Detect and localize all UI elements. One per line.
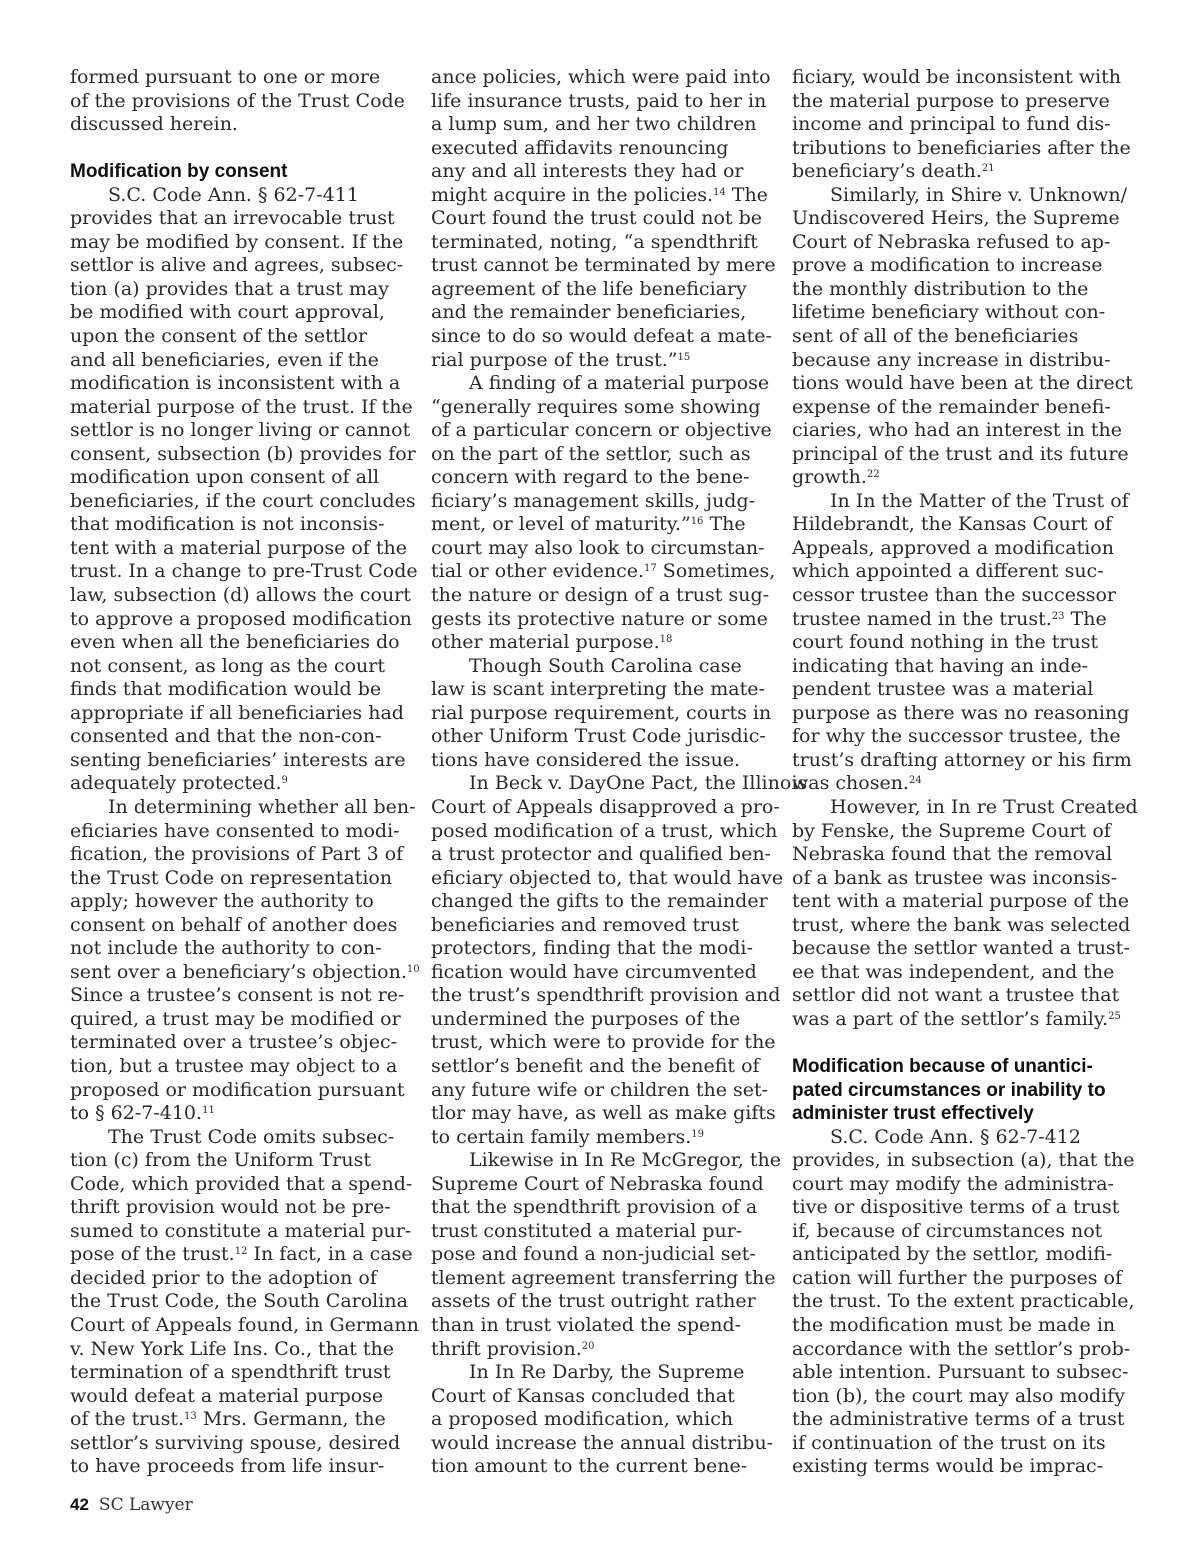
text-line: life insurance trusts, paid to her in [431, 89, 767, 112]
text-line: senting beneficiaries’ interests are [70, 748, 406, 771]
publication-name: SC Lawyer [98, 1495, 193, 1515]
text-line: would defeat a material purpose [70, 1384, 384, 1407]
text-line: if continuation of the trust on its [792, 1431, 1106, 1454]
text-line: settlor is no longer living or cannot [70, 419, 411, 442]
text-line: fication would have circumvented [431, 960, 757, 983]
text-line: a trust protector and qualified ben- [431, 843, 771, 866]
text-line: was chosen.$^{24}$ [792, 772, 922, 795]
text-line: In In the Matter of the Trust of [830, 489, 1129, 512]
text-line: of a particular concern or objective [431, 419, 772, 442]
text-line: pendent trustee was a material [792, 678, 1094, 701]
text-line: because any increase in distribu- [792, 348, 1111, 371]
footnote-ref: 13 [184, 1411, 197, 1423]
text-line: tributions to beneficiaries after the [792, 136, 1131, 159]
text-line: provides, in subsection (a), that the [792, 1149, 1135, 1172]
text-line: tent with a material purpose of the [70, 536, 407, 559]
text-column-3 [792, 66, 1138, 1479]
text-line: accordance with the settlor’s prob- [792, 1337, 1131, 1360]
text-line: Similarly, in Shire v. Unknown/ [830, 183, 1127, 206]
text-line: Court of Kansas concluded that [431, 1384, 735, 1407]
text-line: a lump sum, and her two children [431, 113, 757, 136]
text-line: ment, or level of maturity.”$^{16}$ The [431, 513, 746, 536]
footnote-ref: 25 [1108, 1010, 1121, 1022]
text-line: material purpose of the trust. If the [70, 395, 413, 418]
text-line: and all beneficiaries, even if the [70, 348, 379, 371]
footnote-ref: 14 [713, 186, 726, 198]
text-line: trust, where the bank was selected [792, 913, 1131, 936]
text-line: Likewise in In Re McGregor, the [469, 1149, 781, 1172]
text-line: on the part of the settlor, such as [431, 442, 751, 465]
text-line: not include the authority to con- [70, 937, 382, 960]
text-line: sent of all of the beneficiaries [792, 325, 1079, 348]
text-line: Appeals, approved a modification [792, 536, 1114, 559]
section-heading: Modification because of unantici- [792, 1055, 1093, 1077]
text-line: terminated over a trustee’s objec- [70, 1031, 398, 1054]
text-line: executed affidavits renouncing [431, 136, 729, 159]
text-line: tlement agreement transferring the [431, 1266, 776, 1289]
text-line: tions have considered the issue. [431, 748, 741, 771]
text-line: not consent, as long as the court [70, 654, 385, 677]
text-line: that modification is not inconsis- [70, 513, 385, 536]
text-line: law, subsection (d) allows the court [70, 584, 411, 607]
text-line: rial purpose of the trust.”$^{15}$ [431, 348, 691, 371]
text-line: eficiary objected to, that would have [431, 866, 784, 889]
footnote-ref: 22 [866, 469, 880, 481]
text-line: v. New York Life Ins. Co., that the [70, 1337, 395, 1360]
text-line: other Uniform Trust Code jurisdic- [431, 725, 766, 748]
text-line: decided prior to the adoption of [70, 1266, 377, 1289]
text-line: other material purpose.$^{18}$ [431, 631, 673, 654]
page-number: 42 [70, 1495, 89, 1514]
text-line: court found nothing in the trust [792, 631, 1099, 654]
text-line: the nature or design of a trust sug- [431, 584, 770, 607]
text-line: undermined the purposes of the [431, 1007, 741, 1030]
text-line: adequately protected.$^9$ [70, 772, 288, 795]
blank-line [792, 1031, 1132, 1055]
text-line: upon the consent of the settlor [70, 325, 368, 348]
text-line: trust’s drafting attorney or his firm [792, 748, 1132, 771]
text-line: changed the gifts to the remainder [431, 890, 768, 913]
text-line: thrift provision.$^{20}$ [431, 1337, 595, 1360]
footnote-ref: 15 [677, 351, 691, 363]
text-line: because the settlor wanted a trust- [792, 937, 1130, 960]
text-line: apply; however the authority to [70, 890, 374, 913]
text-line: trustee named in the trust.$^{23}$ The [792, 607, 1107, 630]
text-line: able intention. Pursuant to subsec- [792, 1361, 1129, 1384]
text-line: ciaries, who had an interest in the [792, 419, 1123, 442]
text-line: prove a modification to increase [792, 254, 1103, 277]
page-footer [70, 1495, 193, 1515]
text-line: beneficiaries, if the court concludes [70, 489, 416, 512]
text-line: finds that modification would be [70, 678, 382, 701]
text-line: settlor’s benefit and the benefit of [431, 1054, 760, 1077]
text-line: Nebraska found that the removal [792, 843, 1113, 866]
text-line: any future wife or children the set- [431, 1078, 769, 1101]
footnote-ref: 9 [281, 775, 288, 787]
footnote-ref: 19 [691, 1128, 704, 1140]
text-line: provides that an irrevocable trust [70, 207, 395, 230]
text-line: purpose as there was no reasoning [792, 701, 1130, 724]
text-line: consent, subsection (b) provides for [70, 442, 416, 465]
text-line: trust, which were to provide for the [431, 1031, 776, 1054]
text-line: pose of the trust.$^{12}$ In fact, in a case [70, 1243, 413, 1266]
text-line: gests its protective nature or some [431, 607, 768, 630]
text-line: thrift provision would not be pre- [70, 1196, 391, 1219]
text-line: consent on behalf of another does [70, 913, 398, 936]
text-line: protectors, finding that the modi- [431, 937, 753, 960]
text-line: may be modified by consent. If the [70, 230, 404, 253]
text-line: tion (a) provides that a trust may [70, 277, 390, 300]
text-line: and the remainder beneficiaries, [431, 301, 747, 324]
text-line: a proposed modification, which [431, 1408, 734, 1431]
text-line: “generally requires some showing [431, 395, 761, 418]
text-line: quired, a trust may be modified or [70, 1007, 401, 1030]
text-line: consented and that the non-con- [70, 725, 382, 748]
text-line: tial or other evidence.$^{17}$ Sometimes, [431, 560, 776, 583]
text-line: Code, which provided that a spend- [70, 1172, 413, 1195]
text-line: fication, the provisions of Part 3 of [70, 843, 404, 866]
text-line: Though South Carolina case [469, 654, 742, 677]
text-line: However, in In re Trust Created [830, 795, 1138, 818]
text-line: Court of Appeals disapproved a pro- [431, 795, 780, 818]
footnote-ref: 21 [981, 163, 995, 175]
text-line: to § 62-7-410.11 [70, 1102, 215, 1125]
text-line: trust constituted a material pur- [431, 1219, 743, 1242]
blank-line [70, 137, 410, 161]
text-line: termination of a spendthrift trust [70, 1361, 391, 1384]
text-line: for why the successor trustee, the [792, 725, 1121, 748]
text-line: In Beck v. DayOne Pact, the Illinois [469, 772, 808, 795]
text-line: than in trust violated the spend- [431, 1313, 742, 1336]
text-line: settlor’s surviving spouse, desired [70, 1431, 401, 1454]
text-line: growth.$^{22}$ [792, 466, 880, 489]
text-line: by Fenske, the Supreme Court of [792, 819, 1111, 842]
text-line: tlor may have, as well as make gifts [431, 1102, 776, 1125]
text-line: if, because of circumstances not [792, 1219, 1103, 1242]
text-line: lifetime beneficiary without con- [792, 301, 1106, 324]
text-line: that the spendthrift provision of a [431, 1196, 758, 1219]
text-line: cessor trustee than the successor [792, 584, 1116, 607]
text-line: Undiscovered Heirs, the Supreme [792, 207, 1120, 230]
text-line: concern with regard to the bene- [431, 466, 750, 489]
text-line: anticipated by the settlor, modifi- [792, 1243, 1113, 1266]
text-line: the Trust Code, the South Carolina [70, 1290, 408, 1313]
text-line: assets of the trust outright rather [431, 1290, 756, 1313]
text-line: beneficiaries and removed trust [431, 913, 739, 936]
text-line: settlor did not want a trustee that [792, 984, 1120, 1007]
text-line: formed pursuant to one or more [70, 66, 381, 88]
footnote-ref: 23 [1051, 610, 1065, 622]
text-line: appropriate if all beneficiaries had [70, 701, 404, 724]
text-line: court may modify the administra- [792, 1172, 1114, 1195]
text-line: cation will further the purposes of [792, 1266, 1123, 1289]
footnote-ref: 20 [581, 1340, 595, 1352]
text-line: tion (b), the court may also modify [792, 1384, 1125, 1407]
text-line: sumed to constitute a material pur- [70, 1219, 412, 1242]
text-line: tions would have been at the direct [792, 372, 1133, 395]
text-line: settlor is alive and agrees, subsec- [70, 254, 404, 277]
text-line: In determining whether all ben- [108, 795, 416, 818]
text-line: tive or dispositive terms of a trust [792, 1196, 1120, 1219]
text-line: income and principal to fund dis- [792, 113, 1111, 136]
text-line: principal of the trust and its future [792, 442, 1129, 465]
section-heading: administer trust effectively [792, 1103, 1034, 1125]
text-line: proposed or modification pursuant [70, 1078, 405, 1101]
text-line: modification is inconsistent with a [70, 372, 401, 395]
text-column-2 [431, 66, 808, 1479]
text-line: modification upon consent of all [70, 466, 380, 489]
text-line: ance policies, which were paid into [431, 66, 771, 88]
text-line: of the provisions of the Trust Code [70, 89, 405, 112]
text-line: beneficiary’s death.$^{21}$ [792, 160, 995, 183]
text-line: A finding of a material purpose [469, 372, 770, 395]
text-line: be modified with court approval, [70, 301, 385, 324]
text-line: S.C. Code Ann. § 62-7-412 [830, 1125, 1081, 1148]
text-line: of the trust.$^{13}$ Mrs. Germann, the [70, 1408, 386, 1431]
text-line: rial purpose requirement, courts in [431, 701, 772, 724]
text-line: terminated, noting, “a spendthrift [431, 230, 758, 253]
text-line: would increase the annual distribu- [431, 1431, 774, 1454]
footnote-ref: 17 [644, 563, 657, 575]
text-line: any and all interests they had or [431, 160, 744, 183]
text-line: indicating that having an inde- [792, 654, 1089, 677]
section-heading: pated circumstances or inability to [792, 1079, 1106, 1101]
text-line: agreement of the life beneficiary [431, 277, 747, 300]
text-line: ficiary, would be inconsistent with [792, 66, 1121, 88]
footnote-ref: 12 [234, 1246, 248, 1258]
text-line: tion, but a trustee may object to a [70, 1054, 398, 1077]
text-line: trust cannot be terminated by mere [431, 254, 776, 277]
text-line: eficiaries have consented to modi- [70, 819, 400, 842]
text-line: the monthly distribution to the [792, 277, 1089, 300]
text-line: Supreme Court of Nebraska found [431, 1172, 764, 1195]
text-line: The Trust Code omits subsec- [108, 1125, 395, 1148]
text-column-1 [70, 66, 420, 1479]
footnote-ref: 24 [908, 775, 922, 787]
text-line: tion (c) from the Uniform Trust [70, 1149, 372, 1172]
footnote-ref: 18 [659, 634, 673, 646]
text-line: law is scant interpreting the mate- [431, 678, 765, 701]
text-line: Since a trustee’s consent is not re- [70, 984, 405, 1007]
text-line: of a bank as trustee was inconsis- [792, 866, 1118, 889]
text-line: discussed herein. [70, 113, 238, 136]
text-line: since to do so would defeat a mate- [431, 325, 772, 348]
text-line: was a part of the settlor’s family.$^{25}$ [792, 1007, 1121, 1030]
text-line: tent with a material purpose of the [792, 890, 1129, 913]
text-line: to approve a proposed modification [70, 607, 412, 630]
footnote-ref: 11 [202, 1105, 215, 1117]
text-line: pose and found a non-judicial set- [431, 1243, 756, 1266]
footnote-ref: 10 [406, 963, 420, 975]
text-line: sent over a beneficiary’s objection.$^{10}$ [70, 960, 420, 983]
text-line: to have proceeds from life insur- [70, 1455, 385, 1478]
text-line: the administrative terms of a trust [792, 1408, 1125, 1431]
text-line: the material purpose to preserve [792, 89, 1110, 112]
text-line: existing terms would be imprac- [792, 1455, 1104, 1478]
text-line: Hildebrandt, the Kansas Court of [792, 513, 1113, 536]
text-line: Court of Appeals found, in Germann [70, 1313, 419, 1336]
text-line: the trust’s spendthrift provision and [431, 984, 781, 1007]
footnote-ref: 16 [690, 516, 704, 528]
text-line: tion amount to the current bene- [431, 1455, 748, 1478]
text-line: expense of the remainder benefi- [792, 395, 1111, 418]
text-line: Court found the trust could not be [431, 207, 763, 230]
text-line: the modification must be made in [792, 1313, 1116, 1336]
text-line: to certain family members.$^{19}$ [431, 1125, 704, 1148]
text-line: trust. In a change to pre-Trust Code [70, 560, 418, 583]
text-line: which appointed a different suc- [792, 560, 1104, 583]
text-line: ee that was independent, and the [792, 960, 1115, 983]
text-line: court may also look to circumstan- [431, 536, 765, 559]
text-line: posed modification of a trust, which [431, 819, 778, 842]
text-line: even when all the beneficiaries do [70, 631, 400, 654]
text-line: S.C. Code Ann. § 62-7-411 [108, 183, 359, 206]
section-heading: Modification by consent [70, 161, 288, 183]
text-line: ficiary’s management skills, judg- [431, 489, 756, 512]
text-line: might acquire in the policies.$^{14}$ The [431, 183, 768, 206]
text-line: the trust. To the extent practicable, [792, 1290, 1135, 1313]
text-line: the Trust Code on representation [70, 866, 393, 889]
text-line: Court of Nebraska refused to ap- [792, 230, 1111, 253]
text-line: In In Re Darby, the Supreme [469, 1361, 745, 1384]
